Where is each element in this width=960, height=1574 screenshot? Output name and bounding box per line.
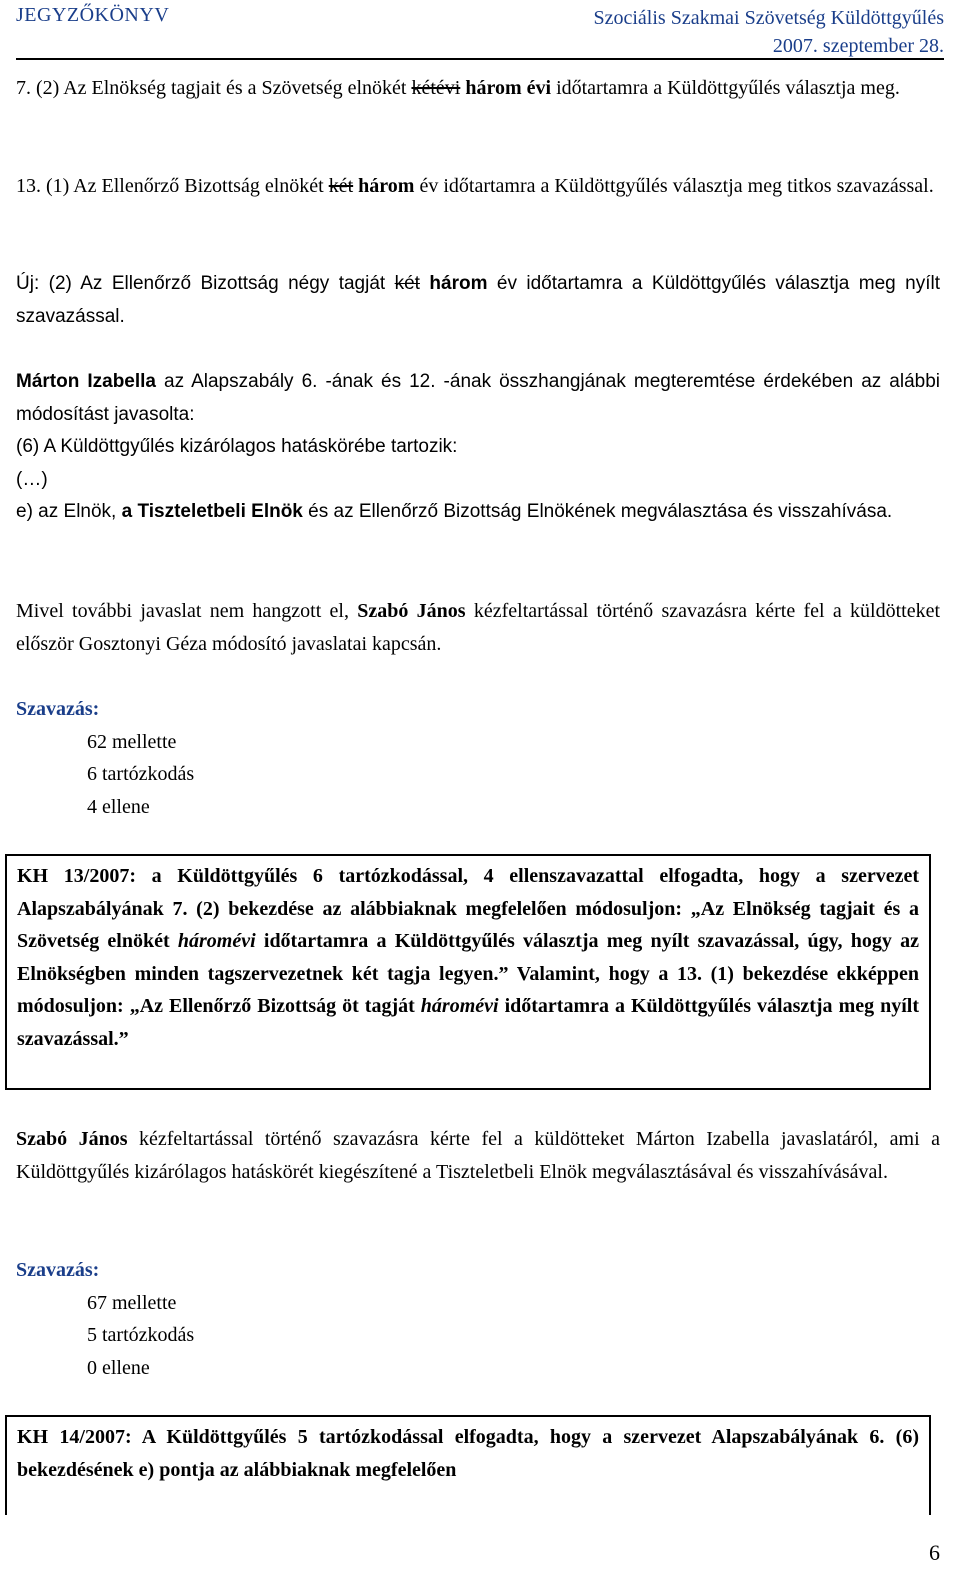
page-number: 6 bbox=[929, 1540, 940, 1565]
vote-no: 0 ellene bbox=[87, 1356, 150, 1379]
paragraph-vote-call-2: Szabó János kézfeltartással történő szavazásra kérte fel a küldötteket Márton Izabella javaslatáról, ami a Küldöttgyűlés kizárólagos hatáskörét kiegészítené a Tiszteletbeli Elnök megválasztásával és visszahívásával. bbox=[16, 1128, 941, 1183]
vote-1 bbox=[16, 693, 940, 823]
vote-no: 4 ellene bbox=[87, 795, 150, 818]
vote-label: Szavazás: bbox=[16, 698, 100, 720]
resolution-box-13: KH 13/2007: a Küldöttgyűlés 6 tartózkodással, 4 ellenszavazattal elfogadta, hogy a szervezet Alapszabályának 7. (2) bekezdése az alábbiaknak megfelelően módosuljon: „Az Elnökség tagjait és a Szövetség elnökét háromévi időtartamra a Küldöttgyűlés választja meg nyílt szavazással, úgy, hogy az Elnökségben minden tagszervezetnek két tagja legyen.” Valamint, hogy a 13. (1) bekezdése ekképpen módosuljon: „Az Ellenőrző Bizottság öt tagját háromévi időtartamra a Küldöttgyűlés választja meg nyílt szavazással.” bbox=[5, 854, 931, 1090]
paragraph-new-13-2: Új: (2) Az Ellenőrző Bizottság négy tagját két három év időtartamra a Küldöttgyűlés választja meg nyílt szavazással. bbox=[16, 273, 940, 327]
vote-2 bbox=[16, 1254, 940, 1384]
vote-yes: 67 mellette bbox=[87, 1291, 177, 1314]
vote-abstain: 6 tartózkodás bbox=[87, 763, 195, 785]
speaker-name: Márton Izabella bbox=[16, 371, 157, 392]
struck-text: kétévi bbox=[411, 77, 461, 99]
header-info bbox=[594, 4, 945, 60]
vote-label: Szavazás: bbox=[16, 1259, 100, 1281]
proposal-line: (6) A Küldöttgyűlés kizárólagos hatáskörébe tartozik: bbox=[16, 436, 458, 457]
paragraph-13-1: 13. (1) Az Ellenőrző Bizottság elnökét két három év időtartamra a Küldöttgyűlés választja meg titkos szavazással. bbox=[16, 175, 934, 197]
struck-text: két bbox=[328, 175, 354, 197]
speaker-name: Szabó János bbox=[16, 1128, 128, 1150]
vote-abstain: 5 tartózkodás bbox=[87, 1324, 195, 1346]
organization-name: Szociális Szakmai Szövetség Küldöttgyűlés bbox=[593, 7, 944, 29]
ellipsis: (…) bbox=[16, 468, 48, 490]
resolution-box-14: KH 14/2007: A Küldöttgyűlés 5 tartózkodással elfogadta, hogy a szervezet Alapszabályának 6. (6) bekezdésének e) pontja az alábbiaknak megfelelően bbox=[5, 1415, 931, 1515]
page-header bbox=[16, 2, 944, 60]
meeting-date: 2007. szeptember 28. bbox=[772, 35, 944, 57]
proposal-marton: Márton Izabella az Alapszabály 6. -ának és 12. -ának összhangjának megteremtése érdekében az alábbi módosítást javasolta: (6) A Küldöttgyűlés kizárólagos hatáskörébe tartozik: (…) e) az Elnök, a Tiszteletbeli Elnök és az Ellenőrző Bizottság Elnökének megválasztása és visszahívása. bbox=[16, 371, 941, 522]
vote-yes: 62 mellette bbox=[87, 730, 177, 753]
speaker-name: Szabó János bbox=[357, 600, 466, 622]
paragraph-vote-call-1: Mivel további javaslat nem hangzott el, Szabó János kézfeltartással történő szavazásra kérte fel a küldötteket először Gosztonyi Géza módosító javaslatai kapcsán. bbox=[16, 600, 940, 655]
paragraph-7-2: 7. (2) Az Elnökség tagjait és a Szövetség elnökét kétévi három évi időtartamra a Küldöttgyűlés választja meg. bbox=[16, 77, 900, 99]
struck-text: két bbox=[394, 273, 420, 294]
document-type: JEGYZŐKÖNYV bbox=[16, 4, 170, 26]
